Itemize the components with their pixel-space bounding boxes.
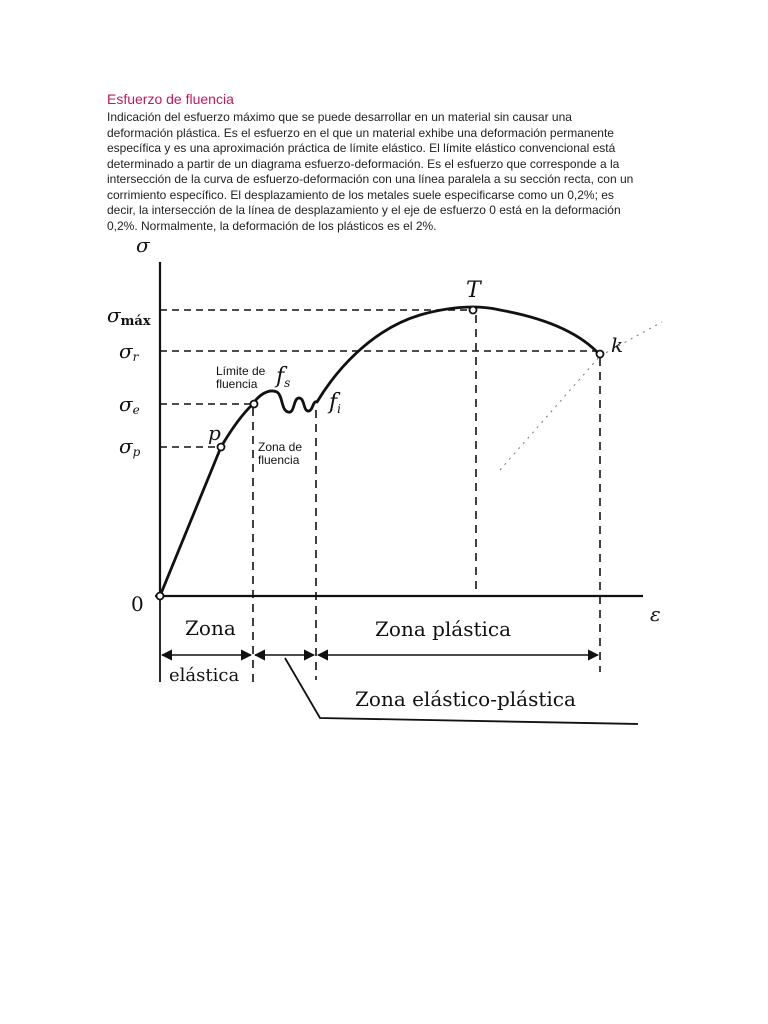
label-fi: $f_i$	[329, 390, 341, 416]
zona-label-top: Zona	[185, 616, 236, 640]
point-elastic-limit	[251, 401, 258, 408]
limite-line-1: Límite de	[216, 364, 266, 378]
section-heading: Esfuerzo de fluencia	[107, 91, 234, 107]
label-sigma-r: σr	[119, 339, 139, 364]
unloading-dotted-line	[500, 322, 662, 470]
zona-elastica-label: elástica	[169, 665, 240, 686]
label-p: p	[208, 421, 221, 445]
x-axis-symbol: ε	[650, 602, 661, 626]
label-fs: $f_s$	[276, 364, 291, 390]
paragraph-line: 0,2%. Normalmente, la deformación de los plásticos es el 2%.	[107, 218, 437, 233]
paragraph-line: específica y es una aproximación práctica de límite elástico. El límite elástico convencional está	[107, 141, 616, 155]
point-k	[597, 351, 604, 358]
label-sigma-max: σmáx	[107, 303, 151, 329]
origin-label: 0	[131, 592, 144, 616]
paragraph-line: intersección de la curva de esfuerzo-deformación con una línea paralela a su sección recta, con un	[107, 172, 634, 186]
description-paragraph	[107, 110, 667, 234]
paragraph-line: decir, la intersección de la línea de desplazamiento y el eje de esfuerzo 0 está en la deformación	[107, 203, 621, 217]
paragraph-line: determinado a partir de un diagrama esfuerzo-deformación. Es el esfuerzo que corresponde a la	[107, 156, 620, 171]
zona-elastico-plastica-label: Zona elástico-plástica	[355, 687, 576, 711]
y-axis-symbol: σ	[136, 233, 150, 257]
label-sigma-p: σp	[119, 434, 141, 459]
point-T	[470, 307, 477, 314]
origin-point	[157, 593, 164, 600]
zona-fluencia-line-2: fluencia	[258, 453, 300, 467]
paragraph-line: deformación plástica. Es el esfuerzo en el que un material exhibe una deformación permanente	[107, 125, 614, 140]
label-sigma-e: σe	[119, 392, 140, 417]
zona-fluencia-label	[258, 440, 305, 467]
label-k: k	[611, 333, 624, 357]
zona-fluencia-line-1: Zona de	[258, 440, 303, 454]
paragraph-line: corrimiento específico. El desplazamiento de los metales suele especificarse como un 0,2%; es	[107, 187, 614, 202]
paragraph-line: Indicación del esfuerzo máximo que se puede desarrollar en un material sin causar una	[107, 110, 572, 124]
zona-plastica-label: Zona plástica	[375, 617, 512, 641]
label-T: T	[466, 278, 481, 303]
stress-strain-diagram	[0, 228, 768, 740]
limite-line-2: fluencia	[216, 377, 258, 391]
limite-fluencia-label	[216, 364, 269, 391]
